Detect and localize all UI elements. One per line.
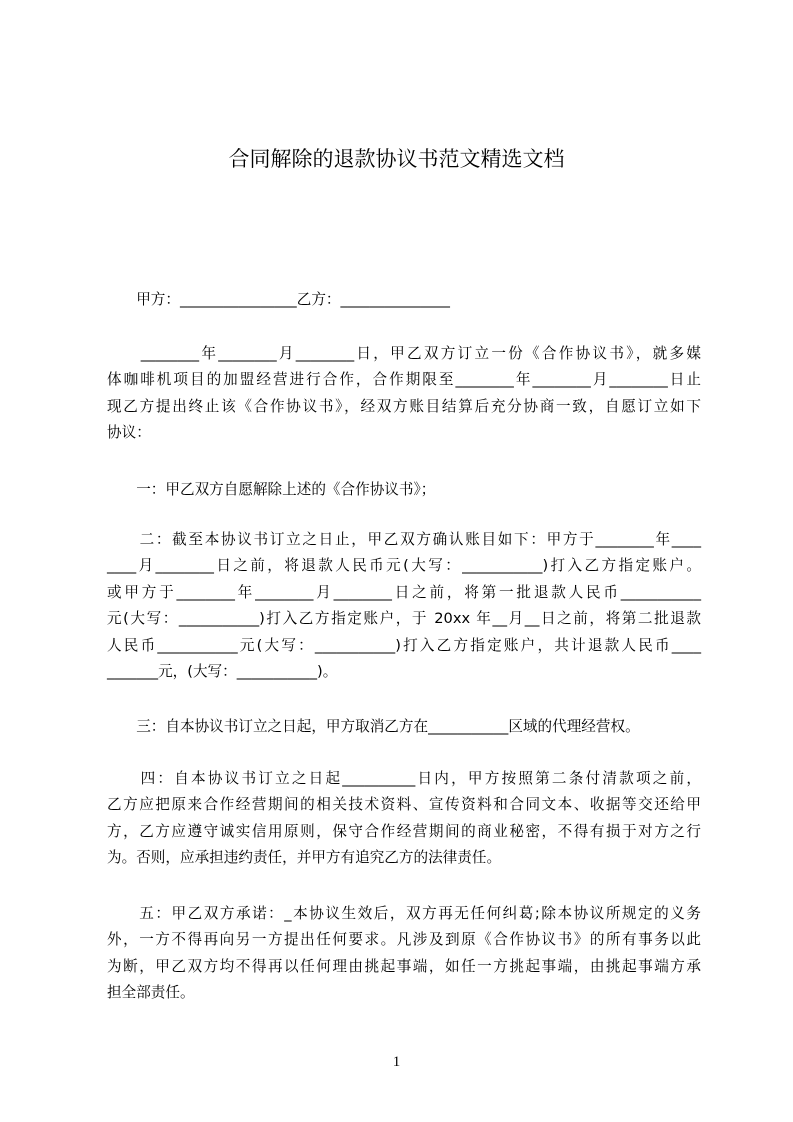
- paragraph-clause-2: [107, 527, 701, 685]
- text-line: ____月________日之前，将退款人民币元(大写：___________)打入乙方指定账户。: [107, 557, 701, 575]
- document-title: 合同解除的退款协议书范文精选文档: [228, 147, 565, 171]
- parties-line: [107, 287, 701, 313]
- text-line: ________年________月________日，甲乙双方订立一份《合作协议书》，就多媒: [107, 345, 701, 362]
- text-line: 协议：: [107, 424, 151, 442]
- paragraph-clause-3: [107, 714, 701, 740]
- text-line: 甲方：________________乙方：_______________: [107, 291, 450, 308]
- text-line: 担全部责任。: [107, 984, 195, 1002]
- page-number: 1: [392, 1054, 401, 1070]
- text-line: 现乙方提出终止该《合作协议书》，经双方账目结算后充分协商一致，自愿订立如下: [107, 397, 701, 415]
- paragraph-intro: [107, 341, 701, 447]
- text-line: 二：截至本协议书订立之日止，甲乙双方确认账目如下：甲方于________年____: [107, 531, 701, 548]
- text-line: 体咖啡机项目的加盟经营进行合作，合作期限至________年________月________日止: [107, 371, 701, 389]
- text-line: 元(大写：___________)打入乙方指定账户，于 20xx 年__月__日之前，将第二批退款: [107, 610, 701, 628]
- text-line: 为。否则，应承担违约责任，并甲方有追究乙方的法律责任。: [107, 849, 502, 867]
- text-line: 四：自本协议书订立之日起__________日内，甲方按照第二条付清款项之前，: [107, 770, 701, 787]
- text-line: 乙方应把原来合作经营期间的相关技术资料、宣传资料和合同文本、收据等交还给甲: [107, 796, 701, 814]
- text-line: 外，一方不得再向另一方提出任何要求。凡涉及到原《合作协议书》的所有事务以此: [107, 931, 701, 949]
- paragraph-clause-1: [107, 477, 701, 503]
- text-line: 五：甲乙双方承诺：_本协议生效后，双方再无任何纠葛;除本协议所规定的义务: [107, 905, 701, 922]
- paragraph-clause-5: [107, 901, 701, 1007]
- text-line: 人民币___________元(大写：___________)打入乙方指定账户，共计退款人民币____: [107, 636, 701, 654]
- text-line: 为断，甲乙双方均不得再以任何理由挑起事端，如任一方挑起事端，由挑起事端方承: [107, 957, 701, 975]
- text-line: 三：自本协议书订立之日起，甲方取消乙方在___________区域的代理经营权。: [107, 718, 640, 735]
- text-line: 或甲方于________年________月________日之前，将第一批退款人民币___________: [107, 583, 701, 601]
- text-line: 方，乙方应遵守诚实信用原则，保守合作经营期间的商业秘密，不得有损于对方之行: [107, 822, 701, 840]
- text-line: 一：甲乙双方自愿解除上述的《合作协议书》；: [107, 481, 436, 498]
- text-line: _______元，(大写：___________)。: [107, 662, 338, 680]
- paragraph-clause-4: [107, 766, 701, 872]
